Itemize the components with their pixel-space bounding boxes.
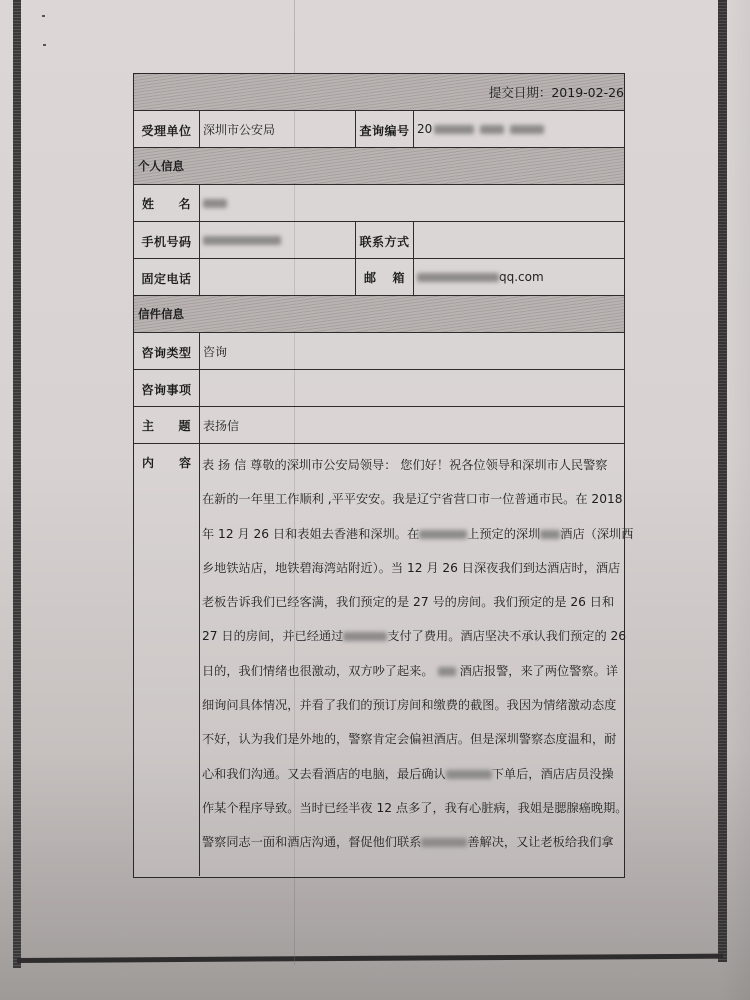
letter-line: 老板告诉我们已经客满，我们预定的是 27 号的房间。我们预定的是 26 日和: [202, 595, 615, 610]
email-domain: qq.com: [499, 270, 544, 284]
letter-line: 心和我们沟通。又去看酒店的电脑，最后确认 下单后，酒店店员没操: [202, 766, 614, 781]
submit-date: [489, 74, 624, 110]
redacted-name: [203, 199, 227, 208]
name-label-right: 名: [178, 196, 191, 211]
handling-unit-value: 深圳市公安局: [203, 122, 276, 137]
query-number-value: [414, 111, 624, 147]
email-value: [414, 259, 624, 295]
mobile-row: [134, 222, 624, 259]
subject-value: 表扬信: [203, 418, 240, 433]
subject-row: [134, 407, 624, 444]
inquiry-matter-label: 咨询事项: [134, 370, 200, 406]
subject-label-left: 主: [142, 418, 155, 433]
paper-speck: [43, 44, 46, 46]
submit-date-label: 提交日期：: [488, 85, 552, 100]
redacted-platform: [446, 770, 492, 779]
subject-label: [134, 407, 200, 443]
landline-value: [200, 259, 355, 295]
handling-unit-label: 受理单位: [134, 111, 200, 147]
name-label-left: 姓: [142, 196, 155, 211]
redacted-mobile: [203, 236, 281, 245]
letter-info-section-row: [134, 296, 624, 333]
letter-line: 在新的一年里工作顺利 ,平平安安。我是辽宁省营口市一位普通市民。在 2018: [202, 492, 623, 507]
email-label: [355, 259, 414, 295]
paper-right-edge: [718, 0, 727, 962]
letter-line: 年 12 月 26 日和表姐去香港和深圳。在 上预定的深圳 酒店（深圳西: [202, 526, 634, 541]
submit-date-row: [134, 74, 624, 111]
submit-date-value: 2019-02-26: [551, 84, 624, 100]
query-number-label: 查询编号: [355, 111, 414, 147]
letter-line: 细询问具体情况，并看了我们的预订房间和缴费的截图。我因为情绪激动态度: [202, 698, 617, 713]
paper-speck: [42, 15, 45, 17]
personal-info-section-row: [134, 148, 624, 185]
redacted-query-number: [480, 125, 504, 134]
redacted-hotel-name: [540, 530, 560, 539]
redacted-platform: [419, 530, 467, 539]
content-row: [134, 444, 634, 876]
name-row: [134, 185, 624, 222]
inquiry-type-value: 咨询: [203, 344, 228, 359]
letter-line: 27 日的房间，并已经通过 支付了费用。酒店坚决不承认我们预定的 26: [202, 629, 627, 644]
letter-line: 乡地铁站店，地铁碧海湾站附近）。当 12 月 26 日深夜我们到达酒店时，酒店: [202, 560, 621, 575]
inquiry-matter-value: [200, 370, 500, 406]
landline-row: [134, 259, 624, 296]
content-label: [134, 444, 200, 876]
letter-line: 表 扬 信 尊敬的深圳市公安局领导： 您们好！祝各位领导和深圳市人民警察: [202, 458, 608, 472]
email-label-left: 邮: [364, 270, 377, 285]
letter-line: 作某个程序导致。当时已经半夜 12 点多了，我有心脏病，我姐是腮腺癌晚期。: [202, 800, 628, 815]
letter-body: [202, 444, 634, 876]
mobile-label: 手机号码: [134, 222, 200, 258]
subject-label-right: 题: [178, 418, 191, 433]
name-value: [200, 185, 400, 221]
paper-bottom-edge: [17, 954, 723, 963]
inquiry-type-row: [134, 333, 624, 370]
redacted-query-number: [434, 125, 474, 134]
redacted-payment-platform: [343, 632, 387, 641]
letter-line: 日的，我们情绪也很激动，双方吵了起来。 酒店报警，来了两位警察。详: [202, 663, 618, 678]
redacted-party: [438, 667, 456, 676]
contact-label: 联系方式: [355, 222, 414, 258]
redacted-platform: [421, 838, 467, 847]
content-label-left: 内: [142, 456, 155, 470]
name-label: [134, 185, 200, 221]
letter-info-section-title: 信件信息: [138, 307, 184, 321]
redacted-query-number: [510, 125, 544, 134]
email-label-right: 箱: [392, 270, 405, 285]
landline-label: 固定电话: [134, 259, 200, 295]
query-number-prefix: 20: [417, 122, 433, 136]
letter-line: 不好，认为我们是外地的，警察肯定会偏袒酒店。但是深圳警察态度温和，耐: [202, 732, 617, 747]
contact-value: [414, 222, 624, 258]
handling-unit-row: [134, 111, 624, 148]
paper-left-edge: [13, 0, 21, 968]
personal-info-section-title: 个人信息: [138, 159, 184, 173]
mobile-value: [200, 222, 355, 258]
inquiry-matter-row: [134, 370, 624, 407]
inquiry-type-label: 咨询类型: [134, 333, 200, 369]
content-label-right: 容: [178, 456, 191, 470]
redacted-email: [417, 273, 499, 282]
letter-form-table: [133, 73, 634, 878]
letter-line: 警察同志一面和酒店沟通，督促他们联系 善解决，又让老板给我们拿: [202, 835, 614, 850]
